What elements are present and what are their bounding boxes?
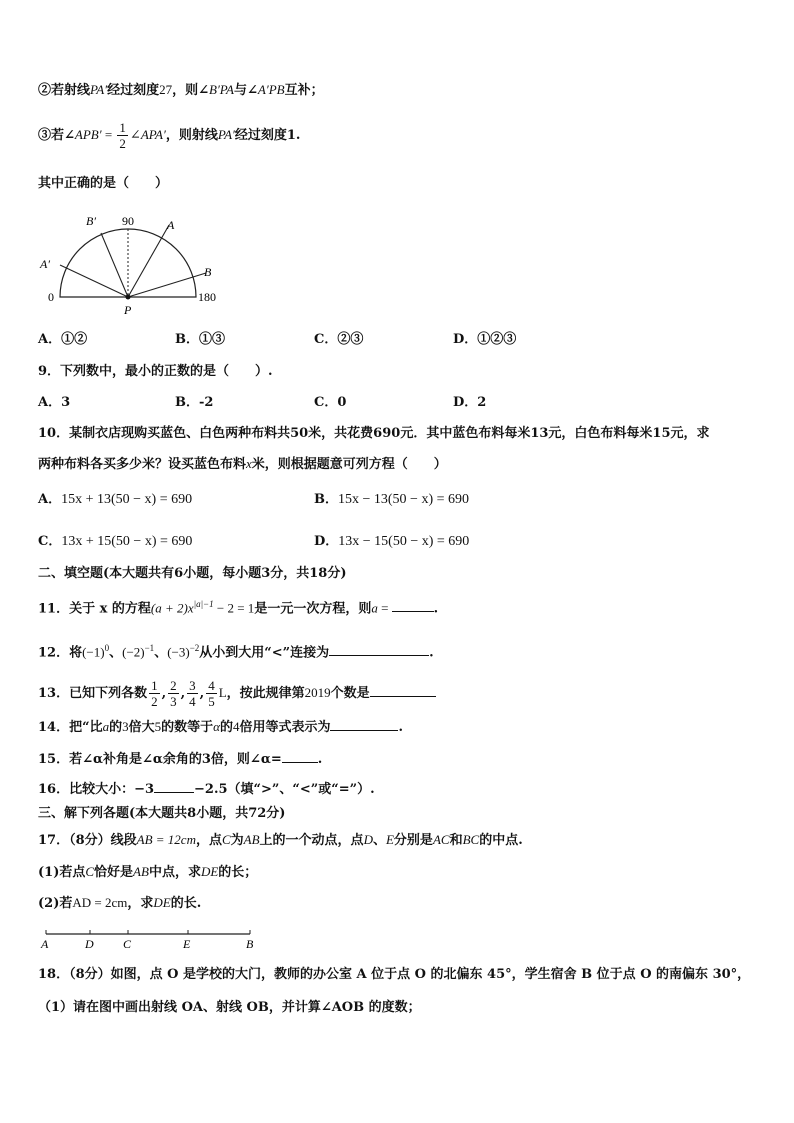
q9-stem: 9．下列数中，最小的正数的是（ ）. (38, 364, 273, 379)
q14-answer-blank[interactable] (330, 716, 398, 731)
svg-text:P: P (124, 303, 132, 317)
fraction-one-half: $\frac{1}{2}$ (119, 120, 126, 151)
q9-option-a[interactable]: A．3 (38, 395, 71, 410)
q13: 13．已知下列各数 $\frac{1}{2}$ , $\frac{2}{3}$ , $\frac{3}{4}$ , $\frac{4}{5}$ L，按此规律第2019个数是 (38, 678, 436, 709)
q8-option-d[interactable]: D．①②③ (453, 332, 517, 347)
q17-part-1: (1)若点C恰好是AB中点，求DE的长； (38, 864, 258, 880)
q18-part-1: （1）请在图中画出射线 OA、射线 OB，并计算∠AOB 的度数； (38, 1000, 421, 1015)
svg-text:A′: A′ (40, 257, 50, 271)
svg-text:C: C (123, 937, 132, 951)
q8-option-c[interactable]: C．②③ (314, 332, 364, 347)
section-2-heading: 二、填空题(本大题共有6小题，每小题3分，共18分) (38, 566, 347, 581)
svg-text:B: B (246, 937, 254, 951)
q9-option-c[interactable]: C．0 (314, 395, 347, 410)
svg-text:E: E (183, 937, 191, 951)
q16: 16．比较大小：−3 −2.5（填“>”、“<”或“=”）. (38, 778, 375, 800)
q15: 15．若∠α补角是∠α余角的3倍，则∠α= . (38, 748, 322, 770)
q15-answer-blank[interactable] (282, 748, 318, 763)
svg-text:D: D (85, 937, 94, 951)
q8-option-b[interactable]: B．①③ (175, 332, 225, 347)
ray-PB-prime (101, 233, 128, 297)
q8-statement-2: ②若射线PA′经过刻度27，则∠B′PA与∠A′PB互补； (38, 82, 324, 98)
svg-text:180: 180 (198, 290, 216, 304)
q8-statement-3: ③若∠APB′ = $\frac{1}{2}$ ∠APA′，则射线PA′经过刻度1. (38, 120, 301, 151)
svg-text:B′: B′ (86, 214, 96, 228)
q10-option-d[interactable]: D．13x − 15(50 − x) = 690 (314, 534, 470, 549)
section-3-heading: 三、解下列各题(本大题共8小题，共72分) (38, 806, 286, 821)
q10-stem-line2: 两种布料各买多少米？设买蓝色布料x米，则根据题意可列方程（ ） (38, 456, 447, 472)
svg-text:A: A (167, 218, 175, 232)
svg-text:0: 0 (48, 290, 54, 304)
q13-answer-blank[interactable] (370, 682, 436, 697)
q17-stem: 17．（8分）线段AB = 12cm，点C为AB上的一个动点，点D、E分别是AC和BC的中点. (38, 832, 523, 848)
q12-answer-blank[interactable] (329, 641, 429, 656)
q12: 12．将$(-1)^0$、$(-2)^{-1}$、$(-3)^{-2}$从小到大用“<”连接为 . (38, 643, 434, 661)
q17-segment-figure (38, 924, 268, 952)
q11-answer-blank[interactable] (392, 597, 434, 612)
q10-option-b[interactable]: B．15x − 13(50 − x) = 690 (314, 492, 470, 507)
svg-text:B: B (204, 265, 212, 279)
q10-option-a[interactable]: A．15x + 13(50 − x) = 690 (38, 492, 193, 507)
q14: 14．把“比a的3倍大5的数等于α的4倍用等式表示为 . (38, 716, 403, 738)
q17-part-2: (2)若AD = 2cm，求DE的长. (38, 895, 202, 911)
q8-prompt: 其中正确的是（ ） (38, 176, 169, 191)
q18-stem-line1: 18．（8分）如图，点 O 是学校的大门，教师的办公室 A 位于点 O 的北偏东 45°，学生宿舍 B 位于点 O 的南偏东 30°， (38, 967, 751, 982)
q9-option-b[interactable]: B．-2 (175, 395, 214, 410)
q10-option-c[interactable]: C．13x + 15(50 − x) = 690 (38, 534, 193, 549)
q8-option-a[interactable]: A．①② (38, 332, 88, 347)
svg-text:A: A (41, 937, 49, 951)
protractor-figure (38, 210, 228, 320)
ray-PA-prime (60, 265, 128, 297)
q10-stem-line1: 10．某制衣店现购买蓝色、白色两种布料共50米，共花费690元．其中蓝色布料每米13元，白色布料每米15元，求 (38, 426, 710, 441)
svg-text:90: 90 (122, 214, 134, 228)
q16-answer-blank[interactable] (154, 778, 194, 793)
q9-option-d[interactable]: D．2 (453, 395, 487, 410)
q11: 11．关于 x 的方程$(a + 2)x^{|a|-1} - 2 = 1$是一元一次方程，则a = . (38, 599, 439, 617)
